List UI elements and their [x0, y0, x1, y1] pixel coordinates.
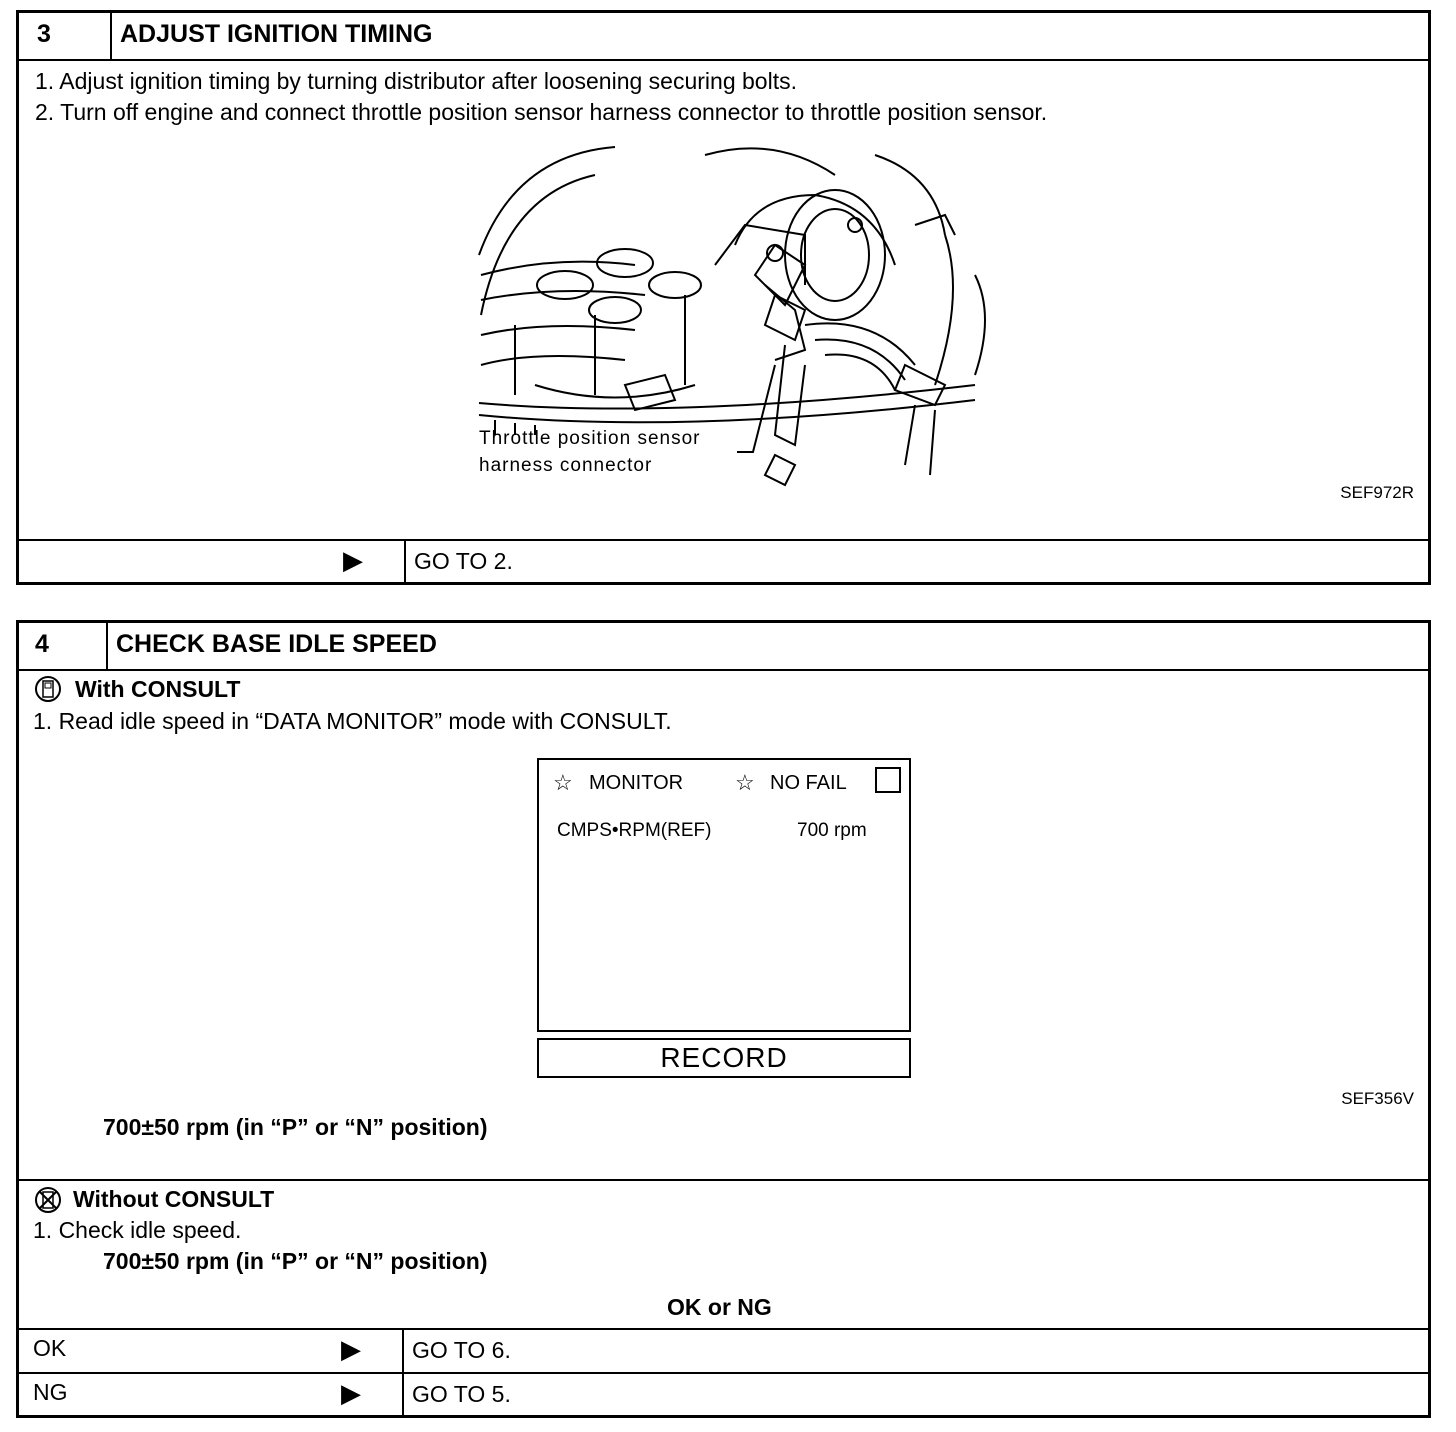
monitor-label: MONITOR — [589, 772, 684, 794]
step-4-section-rule — [19, 1179, 1428, 1181]
record-button[interactable] — [537, 1038, 911, 1078]
step-4-number-divider — [106, 623, 108, 669]
without-consult-instruction: 1. Check idle speed. — [33, 1217, 242, 1243]
step-3-title: ADJUST IGNITION TIMING — [120, 20, 433, 48]
consult-icon — [34, 675, 62, 703]
step-3-header-rule — [19, 59, 1428, 61]
step-3-box — [16, 10, 1431, 585]
step-3-result-divider — [404, 539, 406, 585]
result-ng-action[interactable]: GO TO 5. — [412, 1381, 511, 1407]
record-button-label: RECORD — [660, 1042, 788, 1073]
with-consult-instruction: 1. Read idle speed in “DATA MONITOR” mode with CONSULT. — [33, 708, 672, 734]
step-3-instruction-1: 1. Adjust ignition timing by turning distributor after loosening securing bolts. — [35, 68, 797, 94]
step-4-number: 4 — [35, 630, 49, 658]
step-3-number: 3 — [37, 20, 51, 48]
figure-label-line-2: harness connector — [479, 455, 653, 476]
monitor-item-value: 700 rpm — [797, 820, 867, 841]
step-4-box — [16, 620, 1431, 1418]
result-title: OK or NG — [667, 1294, 772, 1320]
step-3-result-action[interactable]: GO TO 2. — [414, 548, 513, 574]
no-consult-icon — [34, 1186, 62, 1214]
step-3-instruction-2: 2. Turn off engine and connect throttle position sensor harness connector to throttle position sensor. — [35, 99, 1048, 125]
step-3-result-rule — [19, 539, 1428, 541]
no-fail-checkbox[interactable] — [875, 767, 901, 793]
result-ok-arrow-icon: ▶ — [341, 1334, 361, 1364]
step-4-header-rule — [19, 669, 1428, 671]
step-3-result-arrow-icon: ▶ — [343, 545, 363, 575]
result-ng-rule — [19, 1372, 1428, 1374]
step-3-number-divider — [110, 13, 112, 59]
monitor-item-name: CMPS•RPM(REF) — [557, 820, 712, 841]
without-consult-heading: Without CONSULT — [73, 1186, 275, 1212]
step-4-title: CHECK BASE IDLE SPEED — [116, 630, 437, 658]
with-consult-spec: 700±50 rpm (in “P” or “N” position) — [103, 1114, 488, 1140]
result-ng-label: NG — [33, 1379, 68, 1405]
result-ok-rule — [19, 1328, 1428, 1330]
result-ok-label: OK — [33, 1335, 67, 1361]
result-ok-action[interactable]: GO TO 6. — [412, 1337, 511, 1363]
consult-screen — [537, 758, 911, 1032]
figure-label-line-1: Throttle position sensor — [479, 428, 701, 449]
monitor-star-icon: ☆ — [553, 770, 573, 795]
result-ng-arrow-icon: ▶ — [341, 1378, 361, 1408]
figure-code-sef972r: SEF972R — [1340, 483, 1414, 502]
figure-code-sef356v: SEF356V — [1341, 1089, 1414, 1108]
no-fail-star-icon: ☆ — [735, 770, 755, 795]
without-consult-spec: 700±50 rpm (in “P” or “N” position) — [103, 1248, 488, 1274]
no-fail-label: NO FAIL — [770, 772, 847, 794]
with-consult-heading: With CONSULT — [75, 676, 241, 702]
